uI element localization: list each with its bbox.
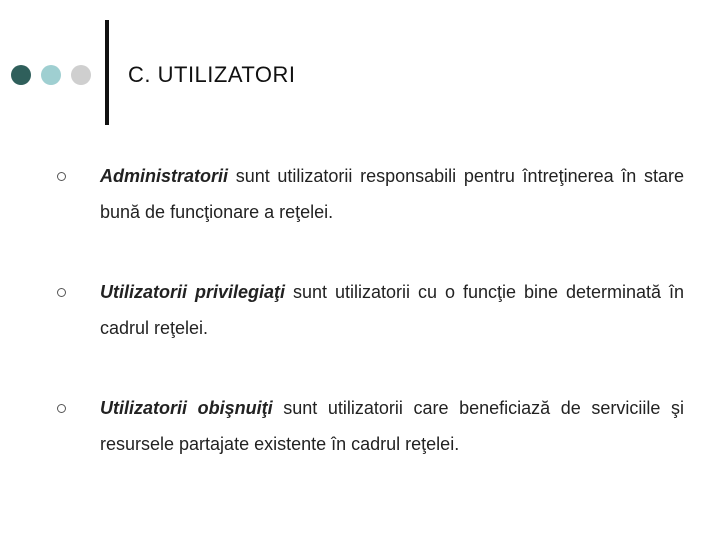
term: Utilizatorii privilegiaţi — [100, 282, 286, 302]
term: Administratorii — [100, 166, 229, 186]
decor-dot-gray — [71, 65, 91, 85]
definition: sunt utilizatorii responsabili pentru întreţinerea în stare bună de funcţionare a reţelei. — [100, 166, 684, 222]
decor-dot-teal — [41, 65, 61, 85]
bullet-circle-icon — [57, 404, 66, 413]
term: Utilizatorii obişnuiţi — [100, 398, 273, 418]
definition: sunt utilizatorii cu o funcţie bine determinată în cadrul reţelei. — [100, 282, 684, 338]
title-divider — [105, 20, 109, 125]
bullet-circle-icon — [57, 288, 66, 297]
bullet-circle-icon — [57, 172, 66, 181]
list-item-text — [100, 158, 684, 230]
definition: sunt utilizatorii care beneficiază de serviciile şi resursele partajate existente în cadrul reţelei. — [100, 398, 684, 454]
list-item-text — [100, 390, 684, 462]
list-item-text — [100, 274, 684, 346]
decor-dot-dark — [11, 65, 31, 85]
slide-title: C. UTILIZATORI — [128, 62, 296, 87]
